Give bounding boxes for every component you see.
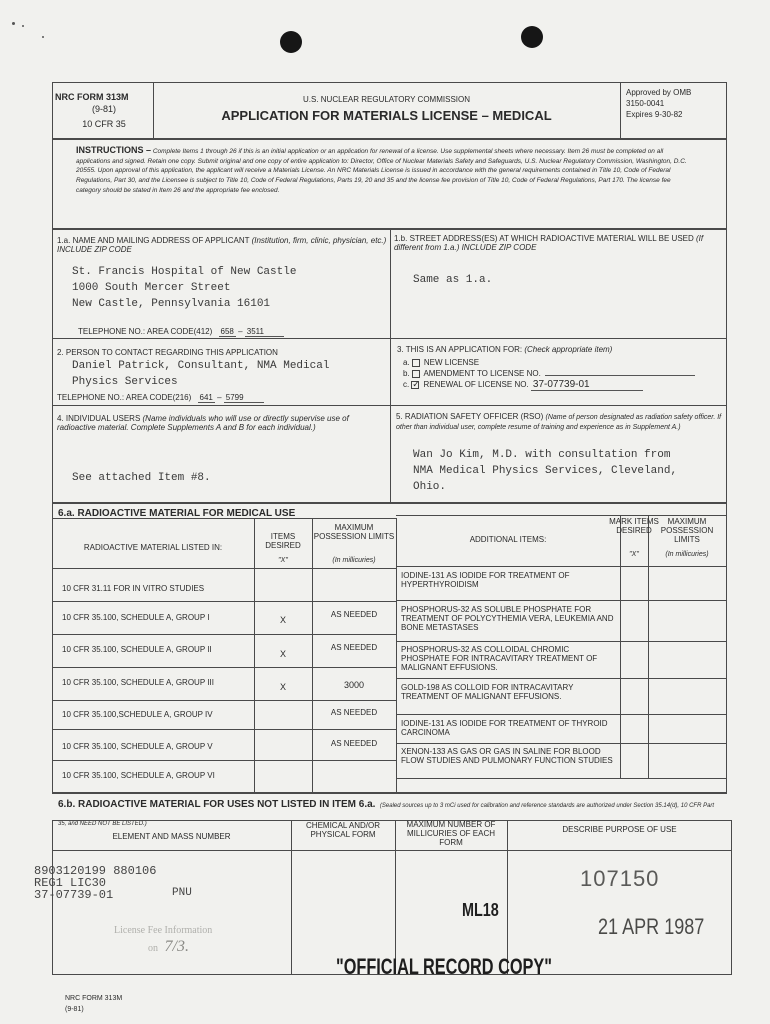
col-mark-items: MARK ITEMS DESIRED [609,517,659,535]
contact-line-2: Physics Services [72,376,178,388]
row-divider [52,667,397,668]
col-max-limits-2: MAXIMUM POSSESSION LIMITS [660,517,714,544]
table-row: 10 CFR 31.11 FOR IN VITRO STUDIES [62,584,205,593]
speck [12,22,15,25]
item-1a-title: 1.a. NAME AND MAILING ADDRESS OF APPLICANT [57,236,250,245]
omb-line-3: Expires 9-30-82 [626,110,683,119]
item-5-title: 5. RADIATION SAFETY OFFICER (RSO) [396,412,544,421]
divider [390,229,391,503]
contact-phone: TELEPHONE NO.: AREA CODE(216) 641 – 5799 [57,393,264,402]
form-title: APPLICATION FOR MATERIALS LICENSE – MEDICAL [221,108,552,123]
item-3-label [397,345,612,354]
col-max-mci: MAXIMUM NUMBER OF MILLICURIES OF EACH FORM [406,820,496,847]
item-1b-label [394,234,724,252]
additional-item: PHOSPHORUS-32 AS SOLUBLE PHOSPHATE FOR TREATMENT OF POLYCYTHEMIA VERA, LEUKEMIA AND BONE METASTASES [401,605,614,632]
mark-x: X [279,615,286,625]
punch-hole-right [521,26,543,48]
option-renewal[interactable] [403,379,723,391]
form-number: NRC FORM 313M [55,92,129,102]
form-number-block [55,92,153,129]
fee-on: on [148,943,158,954]
phone-label: TELEPHONE NO.: AREA CODE [78,327,194,336]
possession-limit: AS NEEDED [330,739,378,748]
area-code: (412) [193,327,213,336]
checkbox-renewal[interactable] [411,378,420,389]
speck [42,36,44,38]
item-1a-label [57,236,387,254]
use-address: Same as 1.a. [413,274,493,286]
omb-line-1: Approved by OMB [626,88,692,97]
row-divider [52,634,397,635]
phone-label: TELEPHONE NO.: AREA CODE [57,393,173,402]
additional-item: GOLD-198 AS COLLOID FOR INTRACAVITARY TREATMENT OF MALIGNANT EFFUSIONS. [401,683,574,701]
divider [396,515,727,516]
option-label: NEW LICENSE [423,358,480,367]
col-items-desired: ITEMS DESIRED [265,532,301,550]
row-divider [52,601,397,602]
applicant-street: 1000 South Mercer Street [72,282,231,294]
official-record-stamp: "OFFICIAL RECORD COPY" [336,954,552,979]
col-x: "X" [629,551,639,558]
table-row: 10 CFR 35.100, SCHEDULE A, GROUP III [62,678,214,687]
phone-number: 3511 [246,327,264,336]
table-row: 10 CFR 35.100, SCHEDULE A, GROUP I [62,613,210,622]
divider [620,82,621,139]
checkbox-new[interactable] [412,359,420,367]
col-unit-2: (In millicuries) [665,551,709,558]
fee-info-note [114,925,212,956]
cfr-reference: 10 CFR 35 [82,119,126,129]
item-6a-title: 6.a. RADIOACTIVE MATERIAL FOR MEDICAL USE [58,508,296,519]
divider [396,518,397,793]
row-divider [52,729,397,730]
col-material: RADIOACTIVE MATERIAL LISTED IN: [83,543,223,552]
radiation-safety-officer [413,447,725,495]
row-divider [396,600,727,601]
row-divider [52,568,397,569]
document-control-stamp [34,865,156,901]
option-new-license[interactable] [403,357,723,368]
row-divider [52,760,397,761]
item-3-title: 3. THIS IS AN APPLICATION FOR: [397,345,523,354]
ml-stamp: ML18 [462,900,499,920]
fee-handwritten: 7/3. [164,938,189,955]
item-1b-note: (If different from 1.a.) INCLUDE ZIP CODE [394,234,704,252]
possession-limit: AS NEEDED [330,708,378,717]
footer [65,995,122,1014]
checkbox-amendment[interactable] [412,370,420,378]
omb-line-2: 3150-0041 [626,99,665,108]
omb-approval [626,88,724,119]
phone-exchange: 658 [220,327,234,336]
contact-line-1: Daniel Patrick, Consultant, NMA Medical [72,360,330,372]
individual-users: See attached Item #8. [72,472,211,484]
item-3-note: (Check appropriate item) [524,345,613,354]
table-row: 10 CFR 35.100,SCHEDULE A, GROUP IV [62,710,213,719]
col-max-limits: MAXIMUM POSSESSION LIMITS [313,523,395,541]
stamp-line-3: 37-07739-01 [34,888,114,902]
stamp-pnu: PNU [172,887,192,899]
option-amendment[interactable] [403,368,723,379]
item-6b-title: 6.b. RADIOACTIVE MATERIAL FOR USES NOT LISTED IN ITEM 6.a. [58,799,376,810]
col-x: "X" [278,557,288,564]
form-revision: (9-81) [91,104,116,114]
item-1b-title: 1.b. STREET ADDRESS(ES) AT WHICH RADIOACTIVE MATERIAL WILL BE USED [394,234,694,243]
divider [52,850,732,851]
additional-item: PHOSPHORUS-32 AS COLLOIDAL CHROMIC PHOSPHATE FOR INTRACAVITARY TREATMENT OF MALIGNANT EFFUSIONS. [401,645,598,672]
stamp-line-1: 8903120199 880106 [34,864,157,878]
mark-x: X [279,682,286,692]
control-number-stamp: 107150 [580,866,660,891]
phone-exchange: 641 [199,393,213,402]
item-4-label [57,414,379,432]
divider [291,820,292,975]
footer-form-revision: (9-81) [65,1006,84,1013]
divider [52,518,397,519]
divider [153,82,154,139]
contact-person [72,358,387,390]
item-5-note: (Name of person designated as radiation safety officer. If other than individual user, complete resume of training and experience as in Supplement A.) [396,414,722,431]
speck [22,25,24,27]
table-row: 10 CFR 35.100, SCHEDULE A, GROUP V [62,742,213,751]
option-label: RENEWAL OF LICENSE NO. [423,380,529,389]
row-divider [396,641,727,642]
rso-line-3: Ohio. [413,481,447,493]
possession-limit: 3000 [343,680,365,690]
applicant-name: St. Francis Hospital of New Castle [72,266,297,278]
application-type-options [403,357,723,391]
stamp-line-2: REG1 LIC30 [34,876,107,890]
instructions-text: Complete Items 1 through 26 if this is an initial application or an application for renewal of a license. Use supplemental sheets where necessary. Item 26 must be completed on all applications and signed. Retain one copy. Submit original and one copy of entire application to: Director, Office of Nuclear Materials Safety and Safeguards, U.S. Nuclear Regulatory Commission, Washington, D.C. 20555. Upon approval of this application, the applicant will receive a Materials License. An NRC Materials License is issued in accordance with the general requirements contained in Title 10, Code of Federal Regulations, Part 30, and the Licensee is subject to Title 10, Code of Federal Regulations, Parts 19, 20 and 35 and the license fee provision of Title 10, Code of Federal Regulations, Part 170. The license fee category should be stated in Item 26 and the appropriate fee enclosed. [76,148,687,194]
item-4-note: (Name individuals who will use or directly supervise use of radioactive material. Complete Supplements A and B for each individual.) [57,414,349,432]
punch-hole-left [280,31,302,53]
row-divider [396,778,727,779]
item-6b-note: (Sealed sources up to 3 mCi used for calibration and reference standards are authorized under Section 35.14(d), 10 CFR Part 35, and NEED NOT BE LISTED.) [58,803,715,827]
item-2-label: 2. PERSON TO CONTACT REGARDING THIS APPLICATION [57,348,278,357]
option-letter: a. [403,358,410,367]
col-purpose: DESCRIBE PURPOSE OF USE [562,825,677,834]
additional-item: IODINE-131 AS IODIDE FOR TREATMENT OF HYPERTHYROIDISM [401,571,570,589]
col-form: CHEMICAL AND/OR PHYSICAL FORM [306,821,380,839]
col-unit: (In millicuries) [332,557,376,564]
row-divider [396,566,727,567]
divider [507,820,508,975]
table-row: 10 CFR 35.100, SCHEDULE A, GROUP II [62,645,212,654]
agency-name: U.S. NUCLEAR REGULATORY COMMISSION [303,95,470,104]
instructions-label: INSTRUCTIONS – [76,145,152,155]
item-5-label [396,412,723,432]
rso-line-1: Wan Jo Kim, M.D. with consultation from [413,449,671,461]
footer-form-number: NRC FORM 313M [65,995,123,1002]
fee-note-text: License Fee Information [114,925,213,936]
item-4-title: 4. INDIVIDUAL USERS [57,414,141,423]
renewal-license-number: 37-07739-01 [531,379,643,391]
option-label: AMENDMENT TO LICENSE NO. [423,369,541,378]
additional-item: IODINE-131 AS IODIDE FOR TREATMENT OF THYROID CARCINOMA [401,719,608,737]
row-divider [396,678,727,679]
applicant-city: New Castle, Pennsylvania 16101 [72,298,271,310]
instructions [76,146,696,196]
rso-line-2: NMA Medical Physics Services, Cleveland, [413,465,678,477]
col-element: ELEMENT AND MASS NUMBER [112,832,231,841]
mark-x: X [279,649,286,659]
row-divider [396,743,727,744]
area-code: (216) [172,393,192,402]
item-1a-note: (Institution, firm, clinic, physician, etc.) INCLUDE ZIP CODE [57,236,387,254]
date-stamp: 21 APR 1987 [598,914,705,939]
option-letter: c. [403,380,410,389]
phone-number: 5799 [225,393,244,402]
option-letter: b. [403,369,410,378]
possession-limit: AS NEEDED [330,610,378,619]
check-mark-icon: ✓ [412,378,420,389]
col-additional-items: ADDITIONAL ITEMS: [469,535,547,544]
additional-item: XENON-133 AS GAS OR GAS IN SALINE FOR BLOOD FLOW STUDIES AND PULMONARY FUNCTION STUDIES [401,747,613,765]
applicant-phone: TELEPHONE NO.: AREA CODE(412) 658 – 3511 [78,327,284,336]
applicant-address [72,264,387,312]
row-divider [396,714,727,715]
table-row: 10 CFR 35.100, SCHEDULE A, GROUP VI [62,771,215,780]
divider [52,405,727,406]
possession-limit: AS NEEDED [330,643,378,652]
divider [52,338,727,339]
row-divider [52,700,397,701]
